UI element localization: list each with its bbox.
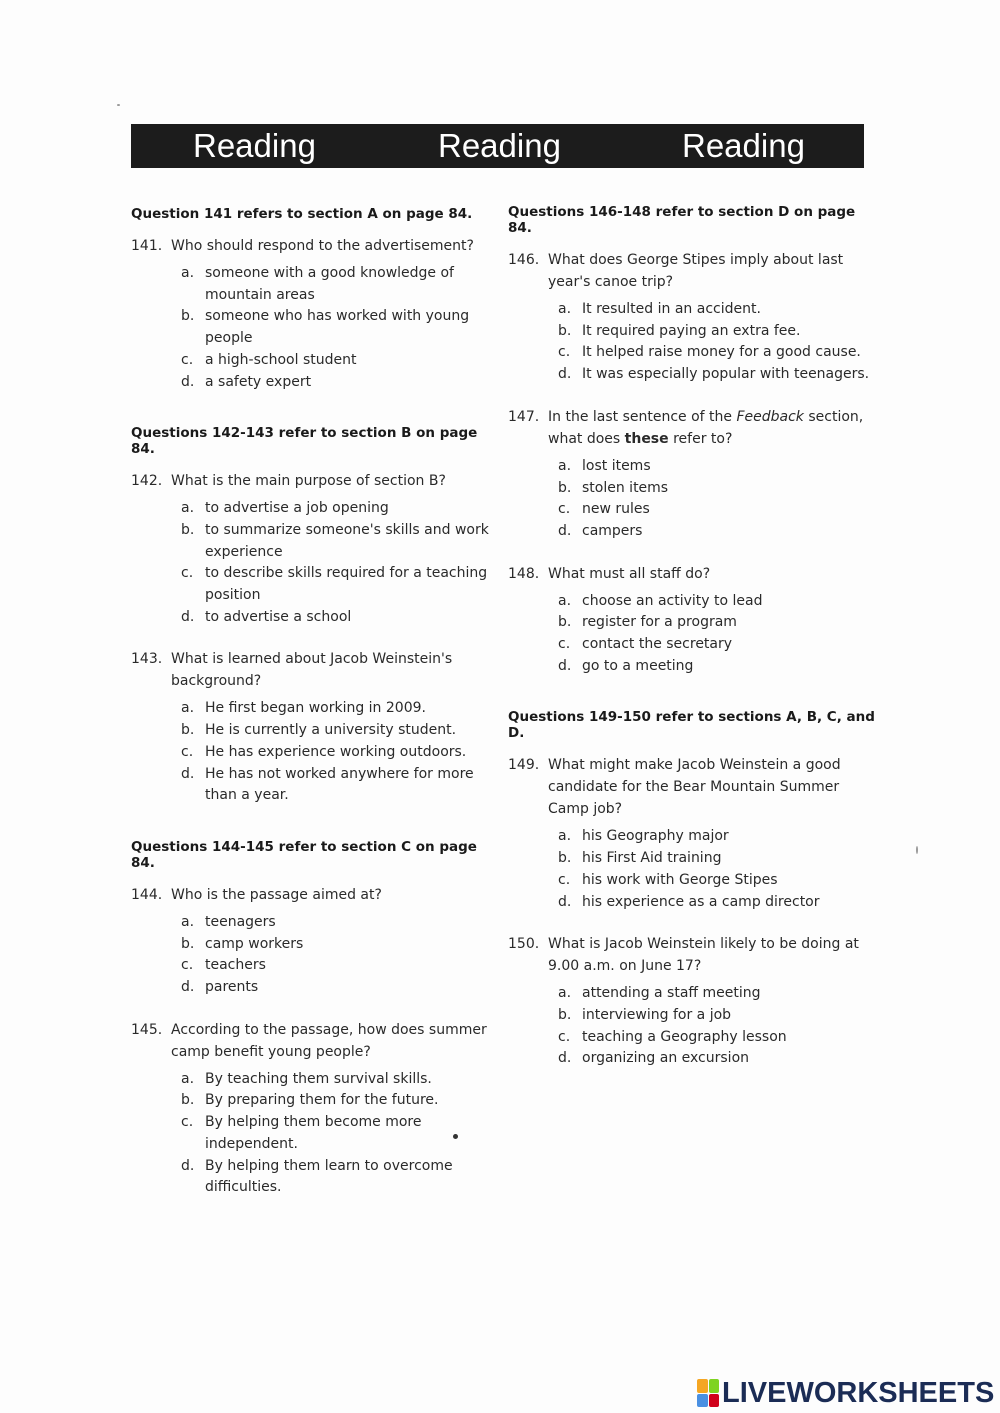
option-text: By helping them learn to overcome difficulties. [205,1157,453,1196]
answer-option [558,478,878,500]
answer-options [181,498,501,628]
logo-text: LIVEWORKSHEETS [722,1376,995,1409]
option-letter: d. [558,1050,572,1067]
option-text: attending a staff meeting [582,985,761,1002]
question-number: 148. [508,565,540,582]
answer-option [558,321,878,343]
option-letter: c. [181,351,194,368]
option-text: teenagers [205,913,276,930]
option-text: to summarize someone's skills and work experience [205,521,489,560]
question-text-part: Feedback [736,408,804,425]
spacer [508,386,878,406]
answer-option [181,934,501,956]
banner-word: Reading [438,127,561,164]
section-heading: Questions 149-150 refer to sections A, B, C, and D. [508,709,875,742]
section-heading: Questions 146-148 refer to section D on page 84. [508,204,856,236]
option-letter: b. [181,521,195,538]
question [131,884,501,999]
option-letter: a. [558,592,572,609]
option-letter: a. [181,913,195,930]
option-letter: a. [558,457,572,474]
option-letter: a. [558,985,572,1002]
option-text: It resulted in an accident. [582,301,761,317]
option-text: someone who has worked with young people [205,308,470,347]
answer-option [181,263,501,306]
option-letter: a. [181,1070,195,1087]
question-number: 146. [508,252,540,268]
question-number: 142. [131,473,163,490]
question [131,470,501,628]
answer-option [558,656,878,678]
question-stem [131,884,501,906]
option-text: register for a program [582,614,737,631]
question-text: What is Jacob Weinstein likely to be doing at 9.00 a.m. on June 17? [548,936,859,975]
answer-option [558,521,878,543]
question [131,648,501,807]
option-text: new rules [582,501,650,518]
option-letter: b. [558,479,572,496]
question-text: Who should respond to the advertisement? [171,238,474,254]
answer-option [181,1069,501,1091]
question-text-part: refer to? [668,430,733,447]
option-text: He has experience working outdoors. [205,743,467,760]
option-text: a high-school student [205,351,357,368]
answer-option [181,1156,501,1199]
spacer [131,628,501,648]
answer-option [181,306,501,349]
option-text: teaching a Geography lesson [582,1028,787,1045]
option-text: He is currently a university student. [205,722,457,739]
option-text: parents [205,979,259,996]
option-text: a safety expert [205,373,312,390]
answer-option [181,720,501,742]
option-letter: c. [558,871,571,888]
option-text: By helping them become more independent. [205,1114,422,1152]
option-letter: c. [558,636,571,653]
question-stem [508,249,878,293]
answer-option [558,826,878,848]
option-letter: a. [558,828,572,845]
option-text: someone with a good knowledge of mountain areas [205,265,454,303]
question-text: What is learned about Jacob Weinstein's background? [171,651,453,690]
option-text: campers [582,522,643,539]
option-letter: c. [181,1114,194,1131]
answer-option [181,563,501,606]
option-text: his experience as a camp director [582,893,820,910]
option-text: teachers [205,957,266,974]
right-column [508,204,878,1070]
option-letter: b. [558,322,572,339]
question-number: 149. [508,757,540,774]
answer-option [558,342,878,364]
answer-options [558,299,878,386]
option-letter: d. [558,522,572,539]
answer-option [558,612,878,634]
banner-word: Reading [682,127,805,164]
question [131,1019,501,1199]
question [508,406,878,543]
answer-option [558,456,878,478]
option-letter: b. [181,722,195,739]
question-stem [131,648,501,692]
answer-option [181,1090,501,1112]
question-stem [508,754,878,820]
option-text: He has not worked anywhere for more than a year. [205,765,474,804]
question [508,754,878,913]
option-text: his work with George Stipes [582,871,778,888]
question-text: According to the passage, how does summer camp benefit young people? [171,1021,487,1060]
answer-option [558,1027,878,1049]
answer-option [558,499,878,521]
answer-options [181,912,501,999]
spacer [508,543,878,563]
answer-option [558,634,878,656]
option-text: stolen items [582,479,669,496]
question-text-part: section, what does [548,408,864,447]
answer-option [181,372,501,394]
option-text: It required paying an extra fee. [582,322,801,339]
answer-option [558,983,878,1005]
option-text: It helped raise money for a good cause. [582,344,861,361]
option-text: camp workers [205,935,304,952]
option-text: By teaching them survival skills. [205,1070,432,1087]
question-stem [508,563,878,585]
question [131,235,501,393]
option-text: By preparing them for the future. [205,1092,439,1109]
answer-options [558,983,878,1070]
answer-option [558,591,878,613]
question-number: 145. [131,1021,163,1038]
option-letter: a. [181,500,195,517]
question-stem [508,406,878,450]
answer-option [558,870,878,892]
answer-option [181,520,501,563]
option-text: go to a meeting [582,657,694,674]
option-letter: c. [181,565,194,582]
question-number: 144. [131,886,163,903]
answer-option [181,698,501,720]
question-text-part: In the last sentence of the [548,408,737,425]
option-text: choose an activity to lead [582,592,763,609]
answer-option [181,912,501,934]
answer-option [558,299,878,321]
answer-option [558,364,878,386]
option-letter: b. [181,935,195,952]
reading-banner [131,124,864,168]
section-heading: Question 141 refers to section A on page 84. [131,206,473,222]
section-heading: Questions 144-145 refer to section C on page 84. [131,838,477,871]
option-letter: a. [181,700,195,717]
option-text: It was especially popular with teenagers. [582,366,870,383]
spacer [508,913,878,933]
question-stem [131,1019,501,1063]
answer-option [181,955,501,977]
answer-option [558,1005,878,1027]
option-letter: c. [558,1028,571,1045]
option-letter: a. [181,265,195,281]
option-text: his First Aid training [582,850,722,867]
question-text: Who is the passage aimed at? [171,886,382,903]
scan-speck [117,104,120,106]
question-text-part: these [624,430,669,447]
answer-option [181,977,501,999]
option-text: lost items [582,457,651,474]
question-stem [508,933,878,977]
option-letter: d. [181,765,195,782]
option-letter: b. [558,1006,572,1023]
spacer [131,999,501,1019]
question-stem [131,235,501,257]
spacer [131,393,501,425]
banner-word: Reading [193,127,316,164]
answer-option [181,607,501,629]
answer-option [181,764,501,807]
question [508,249,878,386]
answer-options [181,698,501,807]
option-text: contact the secretary [582,636,733,653]
scan-speck [453,1134,458,1139]
option-letter: c. [558,501,571,518]
option-letter: b. [558,850,572,867]
question-text: What must all staff do? [548,565,711,582]
answer-options [181,263,501,393]
answer-options [558,456,878,543]
option-letter: d. [558,366,572,383]
answer-option [558,892,878,914]
option-letter: c. [558,344,571,361]
question-stem [131,470,501,492]
option-letter: c. [181,743,194,760]
section-heading: Questions 142-143 refer to section B on page 84. [131,425,478,458]
answer-option [558,848,878,870]
spacer [508,677,878,709]
answer-option [181,498,501,520]
question-number: 147. [508,408,540,425]
question [508,563,878,678]
option-letter: b. [558,614,572,631]
option-letter: b. [181,1092,195,1109]
spacer [131,807,501,839]
answer-options [558,591,878,678]
question-number: 150. [508,936,540,953]
logo-icon [697,1379,719,1407]
option-text: He first began working in 2009. [205,700,426,717]
option-text: interviewing for a job [582,1006,732,1023]
option-letter: d. [181,373,195,390]
answer-option [181,350,501,372]
option-letter: c. [181,957,194,974]
option-letter: a. [558,301,572,317]
question-text: What is the main purpose of section B? [171,473,446,490]
liveworksheets-logo [697,1377,994,1409]
question-number: 141. [131,238,163,254]
answer-option [181,742,501,764]
answer-option [558,1048,878,1070]
question-text: What might make Jacob Weinstein a good candidate for the Bear Mountain Summer Camp job? [548,757,841,818]
scan-speck [916,846,918,854]
option-letter: d. [181,979,195,996]
option-text: to advertise a job opening [205,500,389,517]
option-letter: d. [181,608,195,625]
left-column [131,206,501,1199]
question-number: 143. [131,651,163,668]
question [508,933,878,1070]
option-letter: d. [181,1157,195,1174]
option-text: organizing an excursion [582,1050,750,1067]
question-text: What does George Stipes imply about last year's canoe trip? [548,252,844,290]
option-text: his Geography major [582,828,729,845]
answer-options [558,826,878,913]
question-text [548,406,878,450]
option-letter: d. [558,893,572,910]
option-text: to advertise a school [205,608,352,625]
option-letter: b. [181,308,195,325]
option-text: to describe skills required for a teaching position [205,565,488,604]
option-letter: d. [558,657,572,674]
